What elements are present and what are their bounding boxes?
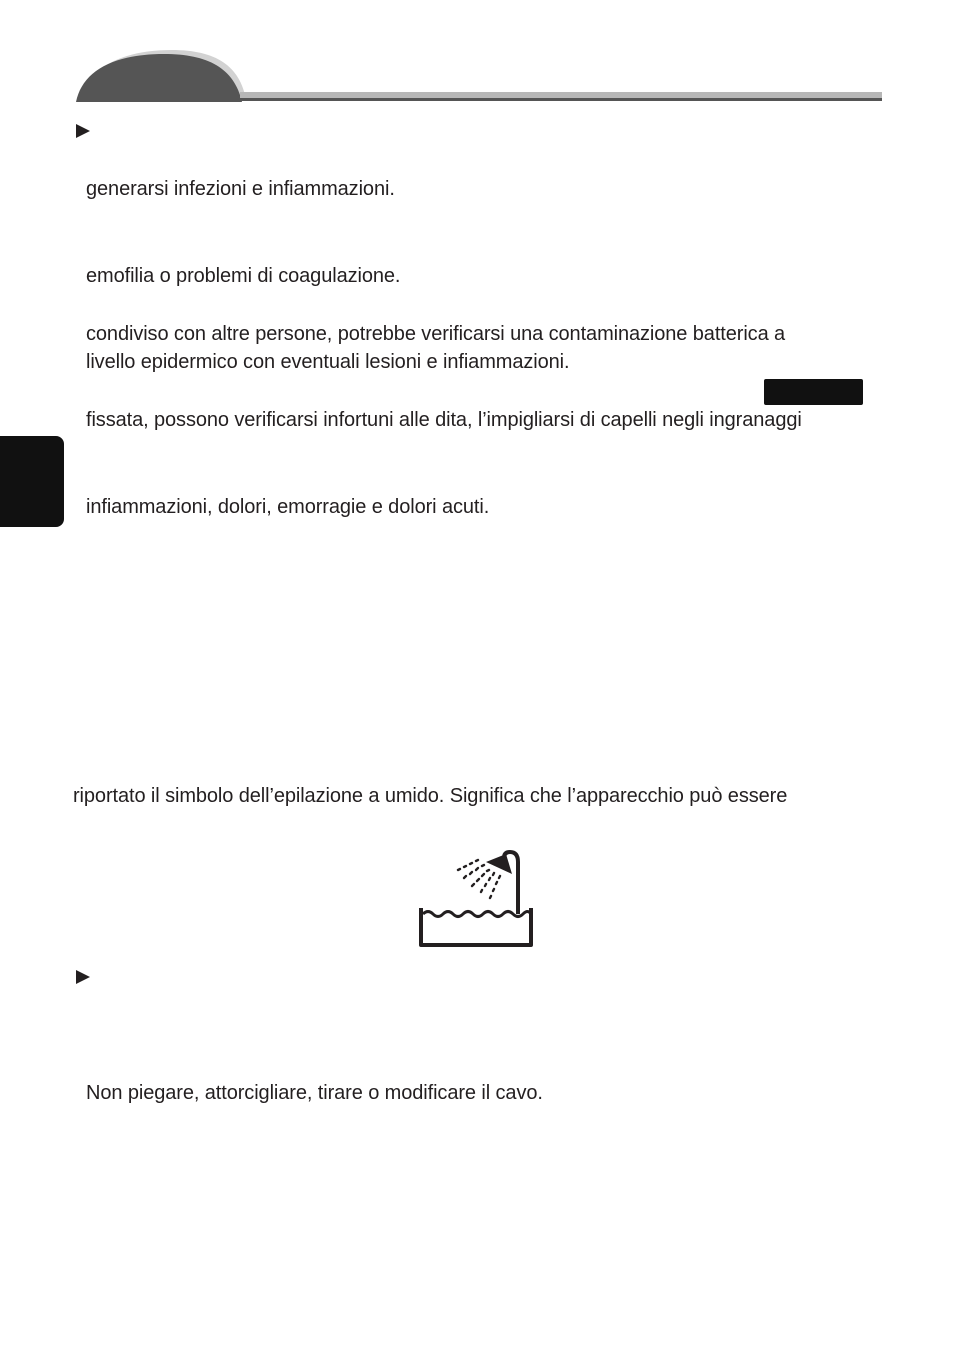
paragraph-infections: generarsi infezioni e infiammazioni. (86, 178, 395, 200)
paragraph-wet-symbol: riportato il simbolo dell’epilazione a umido. Significa che l’apparecchio può essere (73, 785, 788, 807)
black-label-bar (764, 379, 863, 405)
header-rule (240, 92, 882, 101)
paragraph-pain: infiammazioni, dolori, emorragie e dolori acuti. (86, 496, 490, 518)
paragraph-injuries: fissata, possono verificarsi infortuni alle dita, l’impigliarsi di capelli negli ingranaggi (86, 409, 802, 431)
paragraph-cable-warning: Non piegare, attorcigliare, tirare o modificare il cavo. (86, 1082, 543, 1104)
paragraph-shared-line-1: condiviso con altre persone, potrebbe verificarsi una contaminazione batterica a (86, 323, 786, 345)
paragraph-shared-line-2: livello epidermico con eventuali lesioni e infiammazioni. (86, 351, 570, 373)
side-language-tab (0, 436, 64, 527)
triangle-bullet-icon (75, 123, 91, 139)
shower-bath-icon (418, 848, 536, 950)
triangle-bullet-icon (75, 969, 91, 985)
paragraph-hemophilia: emofilia o problemi di coagulazione. (86, 265, 401, 287)
header-tab-shape (76, 46, 248, 102)
